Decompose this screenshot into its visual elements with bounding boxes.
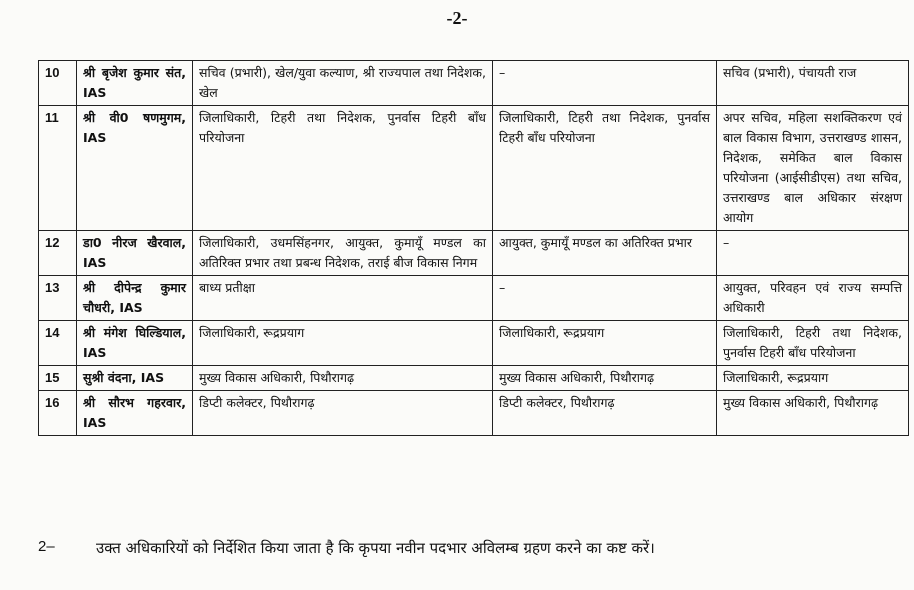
serial-number: 14	[39, 321, 77, 366]
additional-charge: –	[493, 61, 717, 106]
officer-name: श्री वी0 षणमुगम, IAS	[77, 106, 193, 231]
table-row	[39, 61, 909, 106]
additional-charge: आयुक्त, कुमायूँ मण्डल का अतिरिक्त प्रभार	[493, 231, 717, 276]
table-row	[39, 391, 909, 436]
officer-name: डा0 नीरज खैरवाल, IAS	[77, 231, 193, 276]
additional-charge: जिलाधिकारी, रूद्रप्रयाग	[493, 321, 717, 366]
new-posting: डिप्टी कलेक्टर, पिथौरागढ़	[193, 391, 493, 436]
serial-number: 15	[39, 366, 77, 391]
new-posting: मुख्य विकास अधिकारी, पिथौरागढ़	[193, 366, 493, 391]
additional-charge: मुख्य विकास अधिकारी, पिथौरागढ़	[493, 366, 717, 391]
serial-number: 13	[39, 276, 77, 321]
page-number: -2-	[446, 8, 468, 28]
additional-charge: –	[493, 276, 717, 321]
table-row	[39, 276, 909, 321]
transfer-table	[38, 60, 909, 436]
previous-posting: आयुक्त, परिवहन एवं राज्य सम्पत्ति अधिकारी	[717, 276, 909, 321]
table-row	[39, 106, 909, 231]
officer-name: श्री बृजेश कुमार संत, IAS	[77, 61, 193, 106]
new-posting: जिलाधिकारी, रूद्रप्रयाग	[193, 321, 493, 366]
new-posting: जिलाधिकारी, उधमसिंहनगर, आयुक्त, कुमायूँ मण्डल का अतिरिक्त प्रभार तथा प्रबन्ध निदेशक, तराई बीज विकास निगम	[193, 231, 493, 276]
additional-charge: डिप्टी कलेक्टर, पिथौरागढ़	[493, 391, 717, 436]
previous-posting: जिलाधिकारी, रूद्रप्रयाग	[717, 366, 909, 391]
serial-number: 12	[39, 231, 77, 276]
previous-posting: –	[717, 231, 909, 276]
previous-posting: मुख्य विकास अधिकारी, पिथौरागढ़	[717, 391, 909, 436]
serial-number: 11	[39, 106, 77, 231]
officer-name: श्री सौरभ गहरवार, IAS	[77, 391, 193, 436]
previous-posting: सचिव (प्रभारी), पंचायती राज	[717, 61, 909, 106]
additional-charge: जिलाधिकारी, टिहरी तथा निदेशक, पुनर्वास टिहरी बाँध परियोजना	[493, 106, 717, 231]
serial-number: 10	[39, 61, 77, 106]
new-posting: बाध्य प्रतीक्षा	[193, 276, 493, 321]
table-row	[39, 231, 909, 276]
officer-name: श्री दीपेन्द्र कुमार चौधरी, IAS	[77, 276, 193, 321]
serial-number: 16	[39, 391, 77, 436]
previous-posting: अपर सचिव, महिला सशक्तिकरण एवं बाल विकास विभाग, उत्तराखण्ड शासन, निदेशक, समेकित बाल विकास परियोजना (आईसीडीएस) तथा सचिव, उत्तराखण्ड बाल अधिकार संरक्षण आयोग	[717, 106, 909, 231]
new-posting: सचिव (प्रभारी), खेल/युवा कल्याण, श्री राज्यपाल तथा निदेशक, खेल	[193, 61, 493, 106]
previous-posting: जिलाधिकारी, टिहरी तथा निदेशक, पुनर्वास टिहरी बाँध परियोजना	[717, 321, 909, 366]
table-row	[39, 321, 909, 366]
officer-name: सुश्री वंदना, IAS	[77, 366, 193, 391]
paragraph-text: उक्त अधिकारियों को निर्देशित किया जाता है कि कृपया नवीन पदभार अविलम्ब ग्रहण करने का कष्ट करें।	[96, 539, 655, 557]
table-row	[39, 366, 909, 391]
officer-name: श्री मंगेश घिल्डियाल, IAS	[77, 321, 193, 366]
new-posting: जिलाधिकारी, टिहरी तथा निदेशक, पुनर्वास टिहरी बाँध परियोजना	[193, 106, 493, 231]
paragraph-number: 2–	[38, 538, 55, 555]
